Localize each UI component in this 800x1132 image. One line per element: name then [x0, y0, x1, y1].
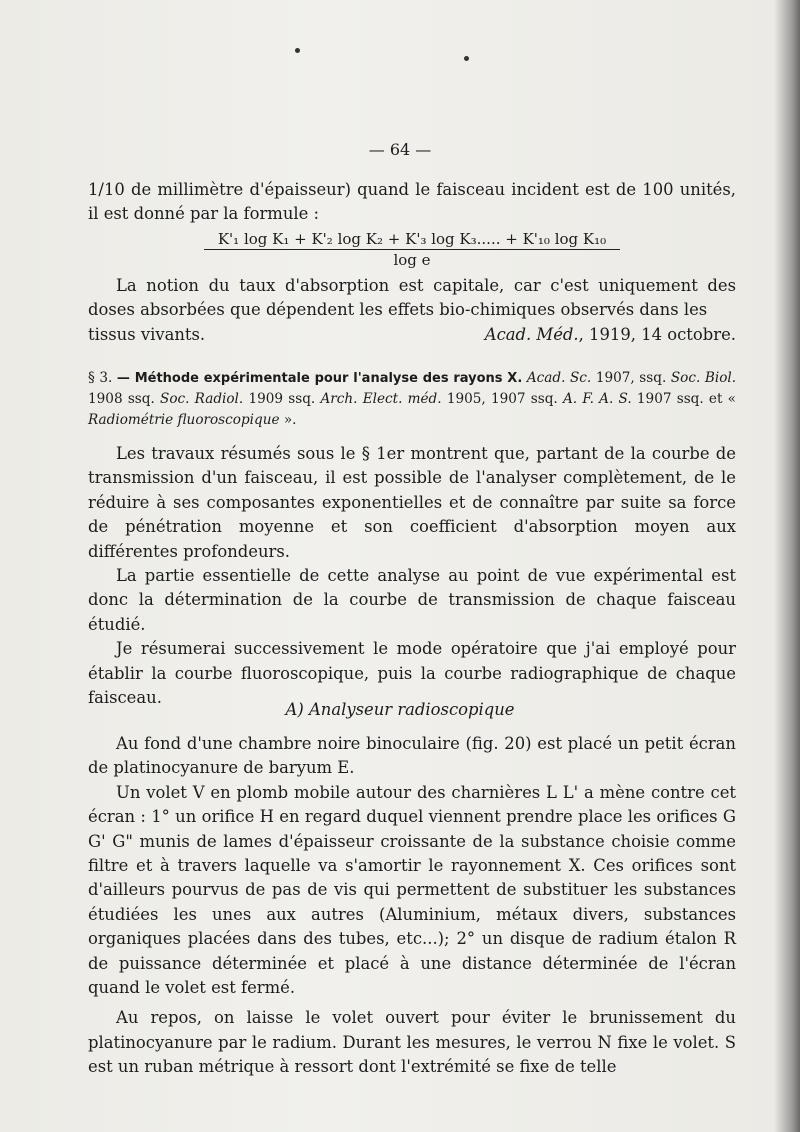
paragraph-1: Les travaux résumés sous le § 1er montrent que, partant de la courbe de transmission d'un faisceau, il est possible de l'analyser complètement, de le réduire à ses composantes exponentielles et de connaître par suite sa force de pénétration moyenne et son coefficient d'absorption moyen aux différentes profondeurs. — [88, 444, 736, 561]
notion-reference-line — [88, 323, 736, 347]
intro-text: 1/10 de millimètre d'épaisseur) quand le faisceau incident est de 100 unités, il est donné par la formule : — [88, 180, 736, 224]
paragraph-6: Au repos, on laisse le volet ouvert pour éviter le brunissement du platinocyanure par le radium. Durant les mesures, le verrou N fixe le volet. S est un ruban métrique à ressort dont l'extrémité se fixe de telle — [88, 1008, 736, 1077]
page-number: — 64 — — [368, 140, 432, 159]
section-ref: Acad. Sc. — [526, 370, 592, 386]
section-ref: Soc. Radiol. — [160, 391, 244, 408]
ref-date: , 1919, 14 octobre. — [578, 324, 736, 344]
absorption-formula — [204, 230, 620, 269]
page-edge-shadow — [774, 0, 800, 1132]
section-ref: Arch. Elect. méd. — [320, 391, 442, 408]
analysis-paragraphs — [88, 442, 736, 710]
formula-denominator: log e — [393, 251, 431, 269]
ref-journal: Acad. Méd. — [484, 324, 579, 344]
section-ref: 1905, 1907 ssq. — [446, 391, 558, 408]
paragraph-4: Au fond d'une chambre noire binoculaire (fig. 20) est placé un petit écran de platinocyanure de baryum E. — [88, 734, 736, 778]
section-title: — Méthode expérimentale pour l'analyse des rayons X. — [116, 371, 523, 386]
section-ref: Soc. Biol. — [670, 370, 737, 386]
paragraph-5: Un volet V en plomb mobile autour des charnières L L' a mène contre cet écran : 1° un orifice H en regard duquel viennent prendre place les orifices G G' G" munis de lames d'épaisseur croissante de la substance choisie comme filtre et à travers laquelle va s'amortir le rayonnement X. Ces orifices sont d'ailleurs pourvus de pas de vis qui permettent de substituer les substances étudiées les unes aux autres (Aluminium, métaux divers, substances organiques placées dans des tubes, etc...); 2° un disque de radium étalon R de puissance déterminée et placé à une distance déterminée de l'écran quand le volet est fermé. — [88, 782, 736, 998]
notion-text: La notion du taux d'absorption est capitale, car c'est uniquement des doses absorbées que dépendent les effets bio-chimiques observés dans les — [88, 276, 736, 320]
print-speck — [464, 56, 469, 61]
paragraph-3: Je résumerai successivement le mode opératoire que j'ai employé pour établir la courbe fluoroscopique, puis la courbe radiographique de chaque faisceau. — [88, 639, 736, 708]
paragraph-2: La partie essentielle de cette analyse au point de vue expérimental est donc la détermination de la courbe de transmission de chaque faisceau étudié. — [88, 566, 736, 634]
notion-paragraph — [88, 274, 736, 347]
section-ref: A. F. A. S. — [562, 391, 632, 408]
formula-numerator: K'₁ log K₁ + K'₂ log K₂ + K'₃ log K₃..... + K'₁₀ log K₁₀ — [204, 230, 620, 250]
notion-last-words: tissus vivants. — [88, 324, 206, 344]
section-3-header — [88, 368, 736, 432]
section-number: § 3. — [88, 370, 113, 386]
section-ref: 1909 ssq. — [248, 391, 316, 408]
intro-paragraph — [88, 178, 736, 227]
analyseur-paragraphs — [88, 732, 736, 1080]
section-ref: 1908 ssq. — [88, 391, 155, 408]
section-ref: 1907 ssq. et « — [636, 391, 736, 408]
section-ref: ». — [283, 412, 297, 429]
section-ref: Radiométrie fluoroscopique — [88, 412, 280, 429]
print-speck — [295, 48, 300, 53]
section-ref: 1907, ssq. — [595, 370, 667, 386]
subsection-heading: A) Analyseur radioscopique — [285, 700, 515, 719]
notion-reference — [485, 323, 736, 347]
